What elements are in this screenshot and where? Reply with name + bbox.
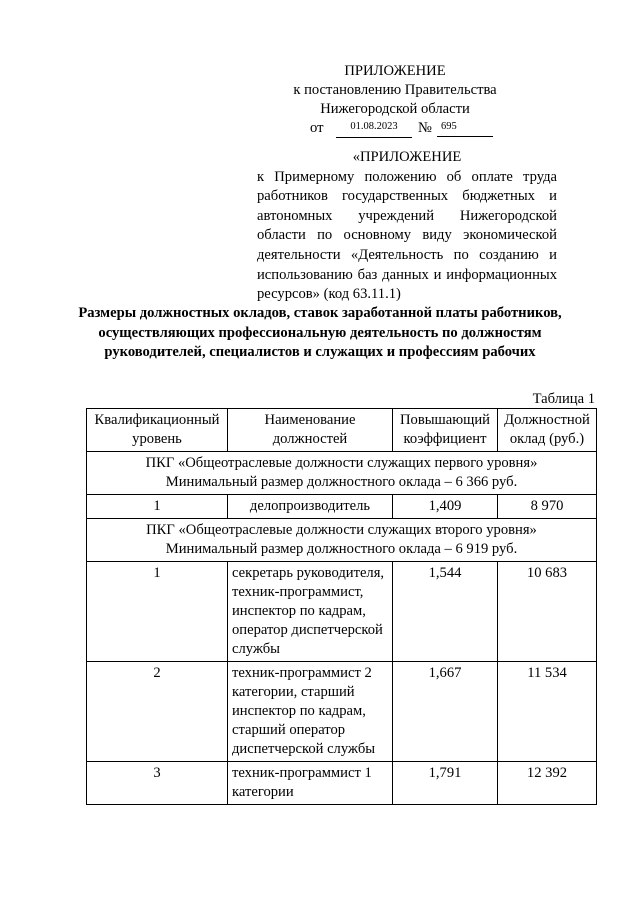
cell-salary: 10 683 (498, 562, 597, 662)
table-caption: Таблица 1 (532, 391, 595, 407)
header-resolution: к постановлению Правительства (293, 82, 497, 98)
cell-position: техник-программист 1 категории (228, 762, 393, 805)
group-title-line: ПКГ «Общеотраслевые должности служащих второго уровня» (146, 522, 537, 538)
group-min-salary-line: Минимальный размер должностного оклада – 6 366 руб. (165, 474, 518, 490)
document-heading: Размеры должностных окладов, ставок заработанной платы работников, осуществляющих профессиональную деятельность по должностям руководителей, специалистов и служащих и профессиям рабочих (78, 305, 562, 361)
salary-table (86, 408, 597, 805)
appendix-block (257, 148, 557, 305)
table-row (87, 495, 597, 519)
cell-level: 3 (87, 762, 228, 805)
number-prefix: № (418, 120, 432, 136)
group-title-2 (87, 519, 597, 562)
table-header-row (87, 409, 597, 452)
table-row (87, 762, 597, 805)
group-row (87, 519, 597, 562)
col-header-salary: Должностной оклад (руб.) (498, 409, 597, 452)
appendix-body: к Примерному положению об оплате труда работников государственных бюджетных и автономных учреждений Нижегородской области по основному виду экономической деятельности «Деятельность по созданию и использованию баз данных и информационных ресурсов» (код 63.11.1) (257, 168, 557, 303)
header-region: Нижегородской области (320, 101, 470, 117)
group-title-line: ПКГ «Общеотраслевые должности служащих первого уровня» (145, 455, 538, 471)
header-title: ПРИЛОЖЕНИЕ (344, 63, 446, 79)
cell-level: 1 (87, 562, 228, 662)
cell-coefficient: 1,667 (393, 662, 498, 762)
cell-level: 1 (87, 495, 228, 519)
group-title-1 (87, 452, 597, 495)
cell-position: делопроизводитель (228, 495, 393, 519)
cell-salary: 11 534 (498, 662, 597, 762)
date-prefix: от (310, 120, 324, 136)
cell-coefficient: 1,544 (393, 562, 498, 662)
cell-salary: 12 392 (498, 762, 597, 805)
table-row (87, 662, 597, 762)
col-header-level: Квалификационный уровень (87, 409, 228, 452)
cell-salary: 8 970 (498, 495, 597, 519)
date-number-line (290, 119, 500, 139)
group-row (87, 452, 597, 495)
cell-position: техник-программист 2 категории, старший инспектор по кадрам, старший оператор диспетчерской службы (228, 662, 393, 762)
col-header-coefficient: Повышающий коэффициент (393, 409, 498, 452)
number-value: 695 (437, 119, 493, 137)
col-header-position: Наименование должностей (228, 409, 393, 452)
cell-position: секретарь руководителя, техник-программист, инспектор по кадрам, оператор диспетчерской службы (228, 562, 393, 662)
cell-level: 2 (87, 662, 228, 762)
group-min-salary-line: Минимальный размер должностного оклада – 6 919 руб. (165, 541, 518, 557)
cell-coefficient: 1,409 (393, 495, 498, 519)
appendix-title: «ПРИЛОЖЕНИЕ (352, 149, 462, 165)
cell-coefficient: 1,791 (393, 762, 498, 805)
table-row (87, 562, 597, 662)
approval-header (290, 62, 500, 139)
date-value: 01.08.2023 (336, 119, 412, 138)
